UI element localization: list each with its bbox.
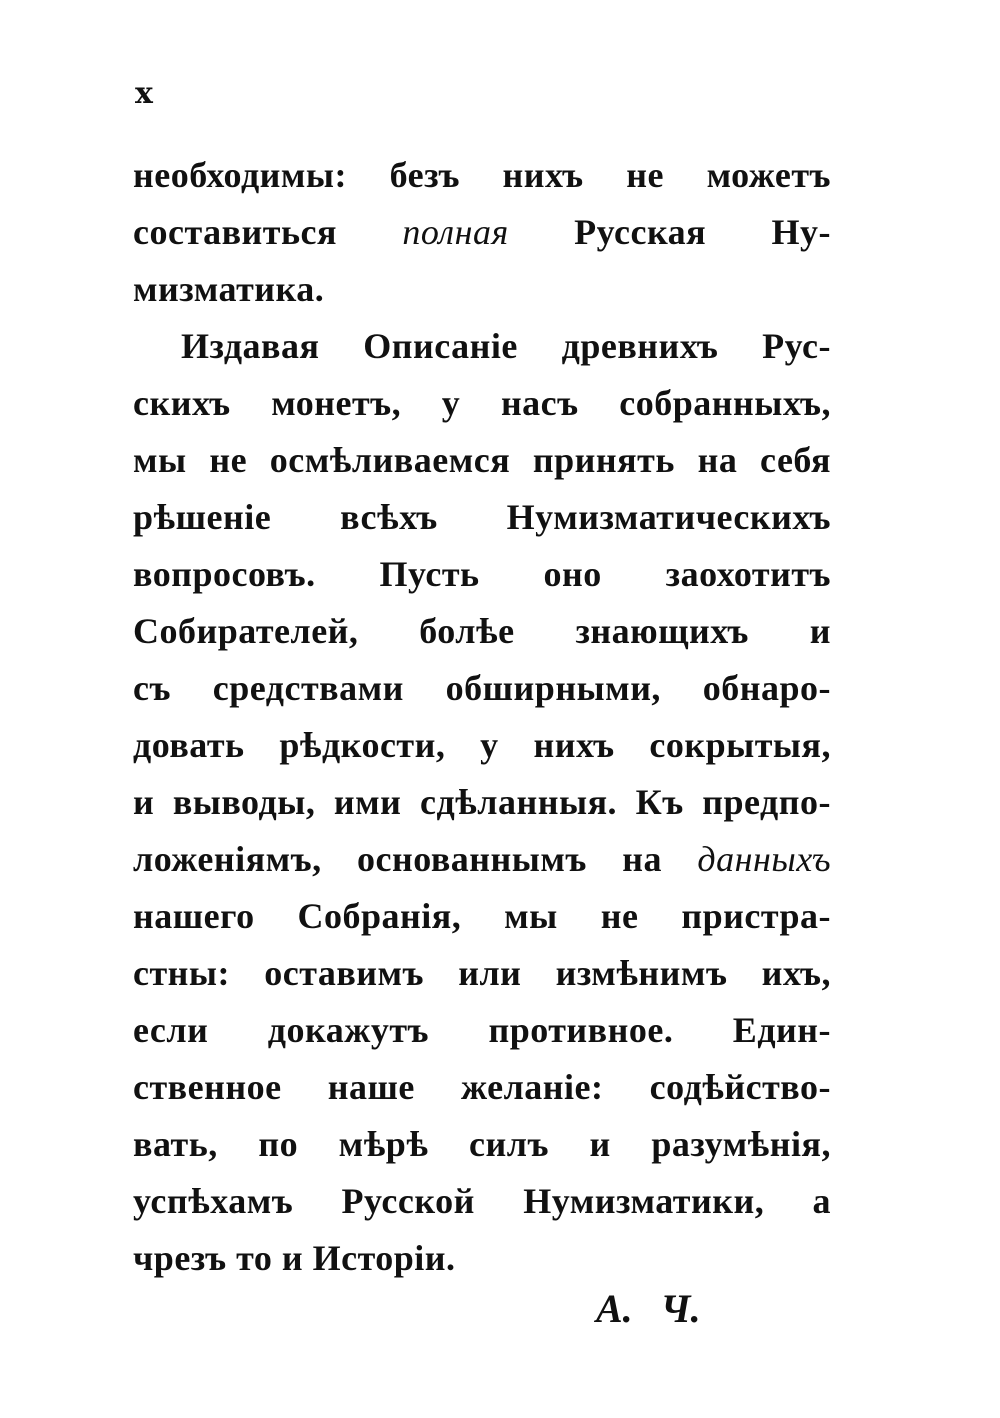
text-line	[133, 663, 831, 720]
author-signature: А. Ч.	[596, 1286, 701, 1331]
text-line	[133, 264, 831, 321]
text-run: составиться	[133, 212, 403, 252]
text-run: Собирателей, болѣе знающихъ и	[133, 611, 831, 651]
text-line	[133, 1233, 831, 1290]
text-line	[133, 777, 831, 834]
text-run: ственное наше желаніе: содѣйство-	[133, 1067, 831, 1107]
text-line	[133, 207, 831, 264]
text-run: вать, по мѣрѣ силъ и разумѣнія,	[133, 1124, 831, 1164]
text-line	[133, 321, 831, 378]
text-line	[133, 150, 831, 207]
text-run: съ средствами обширными, обнаро-	[133, 668, 831, 708]
text-run: если докажутъ противное. Един-	[133, 1010, 831, 1050]
text-run: вопросовъ. Пусть оно заохотитъ	[133, 554, 831, 594]
text-run: скихъ монетъ, у насъ собранныхъ,	[133, 383, 831, 423]
text-run: стны: оставимъ или измѣнимъ ихъ,	[133, 953, 831, 993]
text-run: довать рѣдкости, у нихъ сокрытыя,	[133, 725, 831, 765]
text-run: рѣшеніе всѣхъ Нумизматическихъ	[133, 497, 831, 537]
text-line	[133, 1176, 831, 1233]
text-line	[133, 891, 831, 948]
text-line	[133, 1119, 831, 1176]
text-run: чрезъ то и Исторіи.	[133, 1238, 456, 1278]
text-line	[133, 1005, 831, 1062]
text-run: успѣхамъ Русской Нумизматики, а	[133, 1181, 831, 1221]
text-run: необходимы: безъ нихъ не можетъ	[133, 155, 831, 195]
text-line	[133, 606, 831, 663]
text-line	[133, 549, 831, 606]
text-line	[133, 948, 831, 1005]
text-run: Русская Ну-	[508, 212, 831, 252]
italic-emphasis: полная	[402, 212, 509, 252]
text-line	[133, 492, 831, 549]
text-line	[133, 1062, 831, 1119]
page-number: x	[135, 76, 153, 111]
text-run: ложеніямъ, основаннымъ на	[133, 839, 698, 879]
text-line	[133, 834, 831, 891]
text-run: мизматика.	[133, 269, 325, 309]
body-text	[133, 150, 831, 1290]
text-line	[133, 720, 831, 777]
text-run: нашего Собранія, мы не пристра-	[133, 896, 831, 936]
text-run: и выводы, ими сдѣланныя. Къ предпо-	[133, 782, 831, 822]
text-line	[133, 435, 831, 492]
text-run: мы не осмѣливаемся принять на себя	[133, 440, 831, 480]
text-run: Издавая Описаніе древнихъ Рус-	[181, 326, 831, 366]
text-line	[133, 378, 831, 435]
italic-emphasis: данныхъ	[697, 839, 831, 879]
